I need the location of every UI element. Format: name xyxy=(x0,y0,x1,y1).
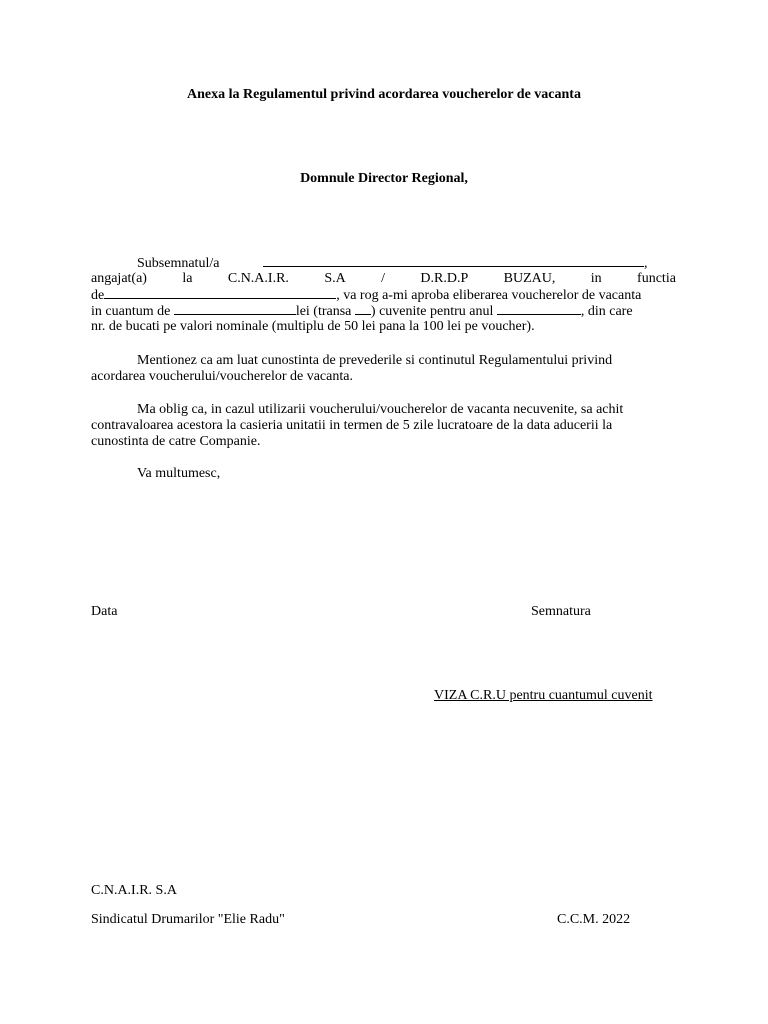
employment-word: / xyxy=(381,271,385,286)
employment-word: BUZAU, xyxy=(503,271,556,286)
document-title: Anexa la Regulamentul privind acordarea voucherelor de vacanta xyxy=(187,87,581,102)
amount-suffix: , din care xyxy=(580,304,633,319)
subsemnatul-line xyxy=(91,255,676,271)
footer-ccm: C.C.M. 2022 xyxy=(557,912,631,927)
paragraph-acknowledge xyxy=(91,353,676,385)
greeting: Domnule Director Regional, xyxy=(300,171,468,186)
employment-word: la xyxy=(182,271,193,286)
paragraph3-line1: Ma oblig ca, in cazul utilizarii voucherului/voucherelor de vacanta necuvenite, sa achit xyxy=(137,402,624,417)
year-field[interactable] xyxy=(497,303,581,315)
date-label: Data xyxy=(91,604,118,619)
paragraph2-line2: acordarea voucherului/voucherelor de vacanta. xyxy=(91,369,353,384)
employment-word: S.A xyxy=(324,271,346,286)
function-field[interactable] xyxy=(104,287,336,299)
paragraph2-line1: Mentionez ca am luat cunostinta de prevederile si continutul Regulamentului privind xyxy=(137,353,613,368)
amount-after-transa: ) cuvenite pentru anul xyxy=(370,304,494,319)
viza-cru: VIZA C.R.U pentru cuantumul cuvenit xyxy=(434,688,653,703)
name-field[interactable] xyxy=(263,255,644,267)
signature-label: Semnatura xyxy=(531,604,591,619)
footer-union: Sindicatul Drumarilor "Elie Radu" xyxy=(91,912,285,927)
function-line xyxy=(91,287,676,303)
paragraph-obligation xyxy=(91,402,676,450)
employment-word: angajat(a) xyxy=(91,271,147,286)
function-prefix: de xyxy=(91,288,105,303)
subsemnatul-suffix: , xyxy=(643,256,648,271)
paragraph3-line3: cunostinta de catre Companie. xyxy=(91,434,261,449)
subsemnatul-label: Subsemnatul/a xyxy=(137,256,220,271)
transa-field[interactable] xyxy=(355,303,371,315)
employment-word: in xyxy=(590,271,602,286)
employment-word: D.R.D.P xyxy=(420,271,469,286)
function-suffix: , va rog a-mi aproba eliberarea voucherelor de vacanta xyxy=(336,288,642,303)
amount-prefix: in cuantum de xyxy=(91,304,171,319)
closing: Va multumesc, xyxy=(137,466,221,481)
employment-word: C.N.A.I.R. xyxy=(227,271,289,286)
employment-line xyxy=(91,271,676,287)
employment-word: functia xyxy=(637,271,676,286)
paragraph3-line2: contravaloarea acestora la casieria unitatii in termen de 5 zile lucratoare de la data aducerii la xyxy=(91,418,613,433)
amount-field[interactable] xyxy=(174,303,296,315)
nominal-line: nr. de bucati pe valori nominale (multiplu de 50 lei pana la 100 lei pe voucher). xyxy=(91,319,535,334)
amount-middle: lei (transa xyxy=(295,304,352,319)
request-paragraph xyxy=(91,255,676,335)
amount-line xyxy=(91,303,676,319)
footer-company: C.N.A.I.R. S.A xyxy=(91,883,177,898)
